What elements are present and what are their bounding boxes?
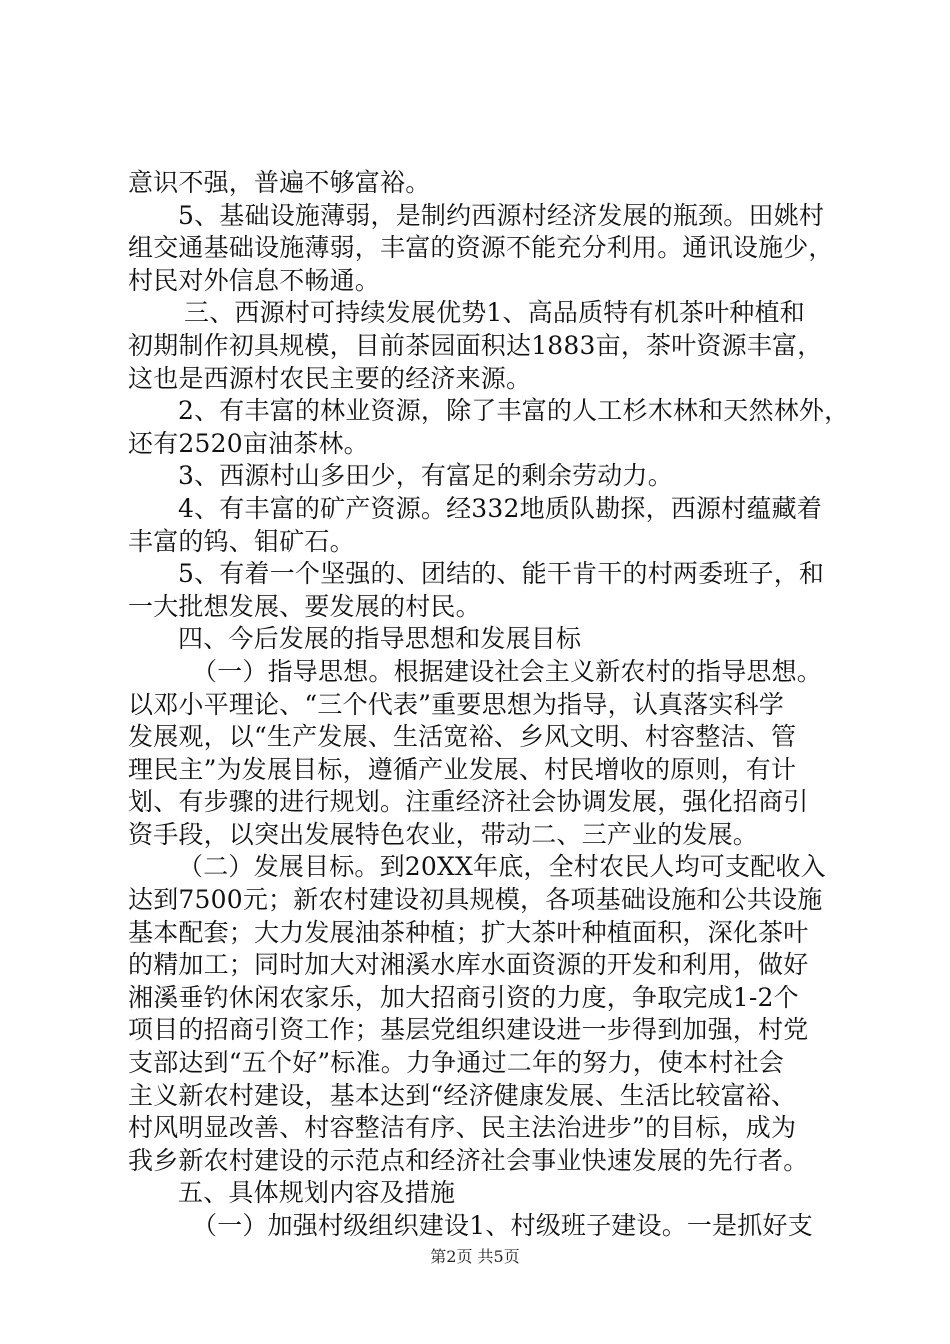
- text-line: 四、今后发展的指导思想和发展目标: [178, 624, 582, 654]
- text-line: 我乡新农村建设的示范点和经济社会事业快速发展的先行者。: [128, 1145, 809, 1175]
- text-line: 基本配套；大力发展油茶种植；扩大茶叶种植面积，深化茶叶: [128, 917, 809, 947]
- text-line: 2、有丰富的林业资源，除了丰富的人工杉木林和天然林外，: [178, 396, 850, 426]
- text-line: 项目的招商引资工作；基层党组织建设进一步得到加强，村党: [128, 1015, 809, 1045]
- text-line: 5、基础设施薄弱，是制约西源村经济发展的瓶颈。田姚村: [178, 200, 825, 230]
- text-line: 划、有步骤的进行规划。注重经济社会协调发展，强化招商引: [128, 787, 809, 817]
- text-line: 这也是西源村农民主要的经济来源。: [128, 363, 532, 393]
- text-line: （一）加强村级组织建设1、村级班子建设。一是抓好支: [192, 1211, 813, 1240]
- text-line: 初期制作初具规模，目前茶园面积达1883亩，茶叶资源丰富，: [128, 330, 823, 360]
- text-line: （二）发展目标。到20XX年底，全村农民人均可支配收入: [178, 852, 826, 882]
- text-line: 湘溪垂钓休闲农家乐，加大招商引资的力度，争取完成1-2个: [128, 982, 799, 1012]
- text-line: 三、西源村可持续发展优势1、高品质特有机茶叶种植和: [184, 298, 805, 328]
- text-line: 的精加工；同时加大对湘溪水库水面资源的开发和利用，做好: [128, 950, 809, 980]
- text-line: 达到7500元；新农村建设初具规模，各项基础设施和公共设施: [128, 885, 823, 915]
- text-line: 一大批想发展、要发展的村民。: [128, 591, 481, 621]
- text-line: 五、具体规划内容及措施: [178, 1178, 456, 1208]
- text-line: 理民主”为发展目标，遵循产业发展、村民增收的原则，有计: [128, 754, 797, 784]
- text-line: 5、有着一个坚强的、团结的、能干肯干的村两委班子，和: [178, 559, 825, 589]
- text-line: 组交通基础设施薄弱，丰富的资源不能充分利用。通讯设施少，: [128, 233, 834, 263]
- text-line: 以邓小平理论、“三个代表”重要思想为指导，认真落实科学: [128, 689, 784, 719]
- text-line: （一）指导思想。根据建设社会主义新农村的指导思想。: [192, 656, 823, 686]
- text-line: 还有2520亩油茶林。: [128, 428, 369, 458]
- text-line: 发展观，以“生产发展、生活宽裕、乡风文明、村容整洁、管: [128, 722, 797, 752]
- text-line: 主义新农村建设，基本达到“经济健康发展、生活比较富裕、: [128, 1080, 797, 1110]
- text-line: 4、有丰富的矿产资源。经332地质队勘探，西源村蕴藏着: [178, 493, 823, 523]
- text-line: 资手段，以突出发展特色农业，带动二、三产业的发展。: [128, 819, 759, 849]
- page-footer: 第2页 共5页: [430, 1247, 520, 1266]
- text-line: 3、西源村山多田少，有富足的剩余劳动力。: [178, 461, 673, 491]
- text-line: 村风明显改善、村容整洁有序、民主法治进步”的目标，成为: [128, 1113, 797, 1143]
- text-line: 支部达到“五个好”标准。力争通过二年的努力，使本村社会: [128, 1048, 784, 1078]
- text-line: 意识不强，普遍不够富裕。: [128, 168, 431, 197]
- body-text: [128, 167, 850, 1243]
- text-line: 村民对外信息不畅通。: [128, 265, 381, 295]
- text-line: 丰富的钨、钼矿石。: [128, 526, 355, 556]
